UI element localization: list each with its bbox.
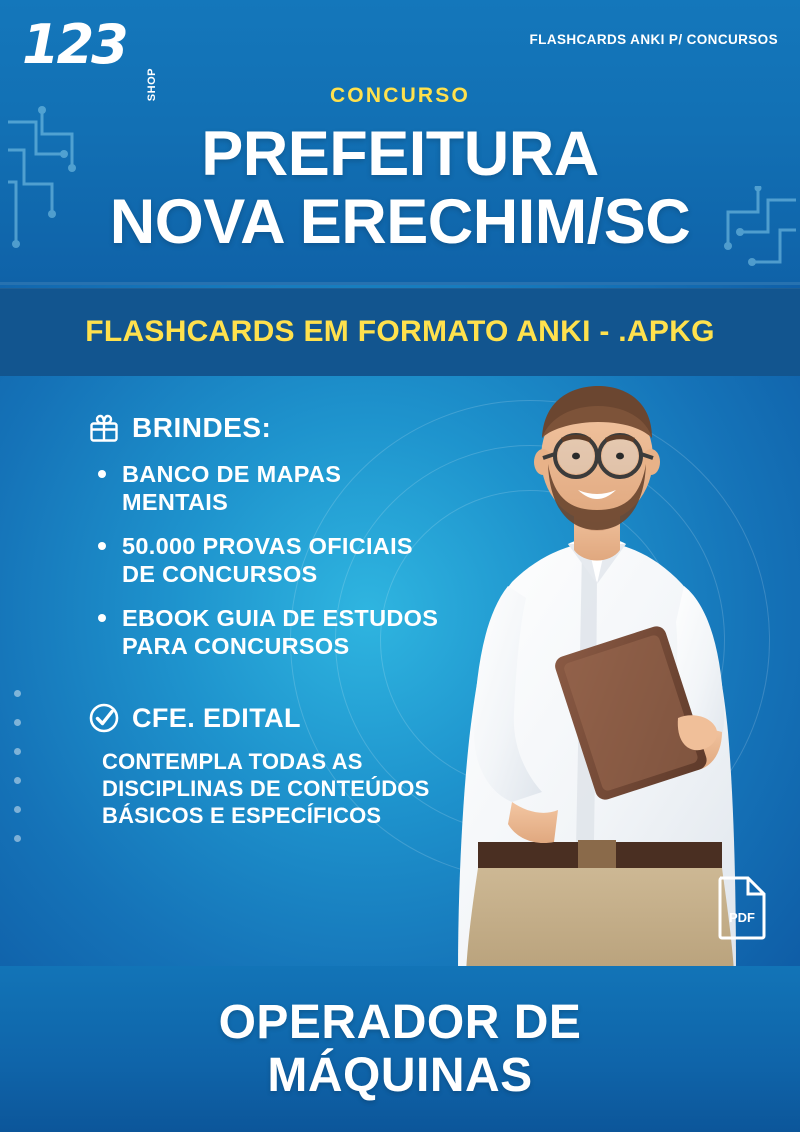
list-item: EBOOK GUIA DE ESTUDOS PARA CONCURSOS: [96, 604, 448, 660]
title-line-1: PREFEITURA: [201, 119, 599, 189]
job-role-title: [219, 996, 582, 1102]
list-item: 50.000 PROVAS OFICIAIS DE CONCURSOS: [96, 532, 448, 588]
format-band: [0, 288, 800, 376]
header-tagline: FLASHCARDS ANKI P/ CONCURSOS: [529, 32, 778, 47]
list-item: BANCO DE MAPAS MENTAIS: [96, 460, 448, 516]
gift-icon: [88, 412, 120, 444]
title-line-2: NOVA ERECHIM/SC: [109, 187, 691, 257]
edital-heading-row: [88, 702, 448, 734]
dots-decoration: [14, 690, 30, 870]
circuit-lines-decoration-right: [688, 186, 798, 285]
pdf-badge-label: PDF: [729, 910, 755, 925]
edital-heading: CFE. EDITAL: [132, 702, 301, 733]
bonus-list: [96, 460, 448, 660]
header-band: [0, 0, 800, 285]
job-role-line-2: MÁQUINAS: [267, 1049, 533, 1102]
format-band-text: FLASHCARDS EM FORMATO ANKI - .APKG: [85, 315, 715, 348]
kicker-label: CONCURSO: [329, 84, 471, 107]
brand-logo-number: 123: [22, 13, 126, 76]
job-role-line-1: OPERADOR DE: [218, 996, 582, 1049]
check-circle-icon: [88, 702, 120, 734]
footer-band: [0, 966, 800, 1132]
brand-logo[interactable]: [22, 13, 162, 102]
bonus-heading-row: [88, 412, 448, 444]
features-column: [88, 412, 448, 829]
pdf-file-icon: [714, 876, 768, 940]
bonus-heading: BRINDES:: [132, 412, 272, 443]
brand-logo-word: SHOP: [146, 68, 158, 102]
edital-description: CONTEMPLA TODAS AS DISCIPLINAS DE CONTEÚDOS BÁSICOS E ESPECÍFICOS: [102, 749, 430, 828]
page-title: [0, 120, 800, 256]
